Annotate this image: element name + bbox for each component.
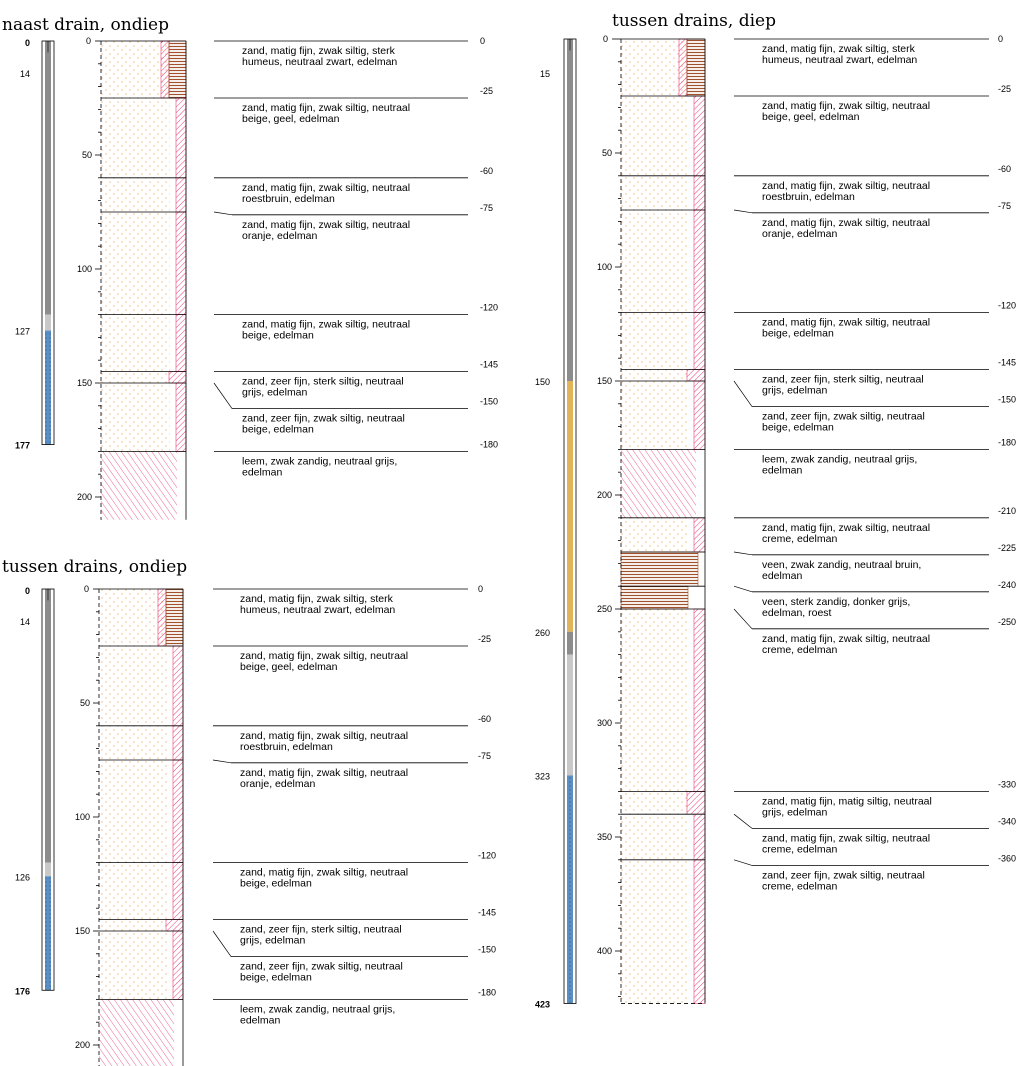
layer-description-line: beige, geel, edelman xyxy=(762,111,860,123)
sand-fill xyxy=(621,313,688,370)
silt-bar xyxy=(694,860,705,1004)
axis-tick-label: 0 xyxy=(602,34,608,44)
depth-label: -180 xyxy=(480,439,499,450)
well-depth-label: 176 xyxy=(14,986,30,997)
well-depth-label: 0 xyxy=(24,586,30,596)
silt-bar xyxy=(173,931,183,999)
borehole-log-1 xyxy=(2,15,498,520)
layer-description-line: beige, edelman xyxy=(242,423,314,436)
well-segment-gold xyxy=(567,381,573,632)
depth-label: -145 xyxy=(998,357,1017,368)
axis-tick-label: 200 xyxy=(596,490,612,500)
depth-label: -60 xyxy=(480,165,494,176)
well-tube xyxy=(535,39,576,1009)
layer-description-line: zand, matig fijn, zwak siltig, sterk xyxy=(762,43,915,55)
depth-label: -330 xyxy=(998,779,1017,790)
leader-line xyxy=(734,814,752,828)
silt-bar xyxy=(176,315,186,372)
layer-description-line: creme, edelman xyxy=(762,843,838,856)
loam-fill xyxy=(99,999,174,1066)
depth-label: -60 xyxy=(998,163,1012,174)
depth-label: -145 xyxy=(480,359,499,370)
silt-bar xyxy=(161,41,169,98)
layer-description-line: beige, edelman xyxy=(242,329,314,342)
layer-descriptions xyxy=(214,36,498,478)
silt-bar xyxy=(694,518,705,552)
well-segment-dark xyxy=(45,589,51,863)
layer-description-line: edelman xyxy=(762,569,803,582)
depth-label: -60 xyxy=(478,713,492,724)
humus-bar xyxy=(166,589,183,646)
silt-bar xyxy=(687,370,705,381)
layer-descriptions xyxy=(734,34,1016,892)
axis-tick-label: 100 xyxy=(596,262,612,272)
silt-bar xyxy=(176,212,186,315)
depth-label: -120 xyxy=(480,302,499,313)
depth-label: 0 xyxy=(480,36,486,46)
well-depth-label: 150 xyxy=(534,377,550,387)
layer-description-line: beige, edelman xyxy=(762,327,834,340)
well-segment-light xyxy=(567,655,573,776)
layer-description-line: zand, matig fijn, zwak siltig, neutraal xyxy=(762,179,931,192)
layer-descriptions xyxy=(213,584,496,1026)
layer-description-line: zand, zeer fijn, zwak siltig, neutraal xyxy=(762,410,925,423)
lithology-column xyxy=(621,39,705,1003)
layer-description-line: grijs, edelman xyxy=(242,386,308,399)
leader-line xyxy=(734,860,752,866)
layer-description-line: grijs, edelman xyxy=(240,934,306,947)
silt-bar xyxy=(173,863,183,920)
layer-description-line: creme, edelman xyxy=(762,643,838,656)
sand-fill xyxy=(621,791,688,814)
depth-label: -150 xyxy=(480,396,499,407)
layer-description-line: leem, zwak zandig, neutraal grijs, xyxy=(242,455,398,468)
sand-fill xyxy=(99,589,167,646)
depth-label: -360 xyxy=(998,853,1017,864)
loam-fill xyxy=(621,449,696,517)
silt-bar xyxy=(176,98,186,178)
depth-label: -250 xyxy=(998,616,1017,627)
silt-bar xyxy=(694,96,705,176)
sand-fill xyxy=(621,518,688,552)
layer-description-line: veen, sterk zandig, donker grijs, xyxy=(762,595,911,608)
layer-description-line: zand, zeer fijn, sterk siltig, neutraal xyxy=(240,923,402,936)
depth-label: -180 xyxy=(998,437,1017,448)
layer-description-line: oranje, edelman xyxy=(242,229,318,242)
axis-tick-label: 150 xyxy=(74,926,90,936)
silt-bar xyxy=(694,814,705,860)
well-segment-dark xyxy=(567,39,573,381)
well-depth-label: 14 xyxy=(19,616,30,627)
depth-label: -145 xyxy=(478,907,497,918)
layer-description-line: grijs, edelman xyxy=(762,384,828,397)
well-depth-label: 0 xyxy=(24,38,30,48)
well-depth-label: 177 xyxy=(14,440,30,451)
well-depth-label: 14 xyxy=(19,68,30,79)
sand-fill xyxy=(621,370,688,381)
layer-description-line: zand, matig fijn, zwak siltig, neutraal xyxy=(242,318,411,331)
well-tube xyxy=(15,38,54,451)
layer-description-line: leem, zwak zandig, neutraal grijs, xyxy=(240,1003,396,1016)
layer-description-line: zand, matig fijn, zwak siltig, neutraal xyxy=(242,102,411,114)
layer-description-line: veen, zwak zandig, neutraal bruin, xyxy=(762,558,922,571)
leader-line xyxy=(214,212,232,215)
layer-description-line: zand, matig fijn, zwak siltig, neutraal xyxy=(242,218,411,231)
peat-fill xyxy=(621,552,698,586)
layer-description-line: grijs, edelman xyxy=(762,806,828,819)
humus-bar xyxy=(687,39,705,96)
depth-label: -120 xyxy=(478,850,497,861)
well-segment-blue xyxy=(567,775,573,1003)
axis-tick-label: 150 xyxy=(596,376,612,386)
layer-description-line: zand, matig fijn, zwak siltig, neutraal xyxy=(240,866,409,879)
depth-label: -210 xyxy=(998,505,1017,516)
layer-description-line: zand, matig fijn, matig siltig, neutraal xyxy=(762,795,932,808)
axis-tick-label: 200 xyxy=(74,1040,90,1050)
well-depth-label: 15 xyxy=(539,69,550,80)
axis-tick-label: 100 xyxy=(74,812,90,822)
silt-bar xyxy=(679,39,687,96)
layer-description-line: beige, edelman xyxy=(240,971,312,984)
silt-bar xyxy=(694,313,705,370)
layer-description-line: humeus, neutraal zwart, edelman xyxy=(240,604,396,616)
layer-description-line: zand, matig fijn, zwak siltig, neutraal xyxy=(240,650,409,662)
sand-fill xyxy=(621,814,688,860)
layer-description-line: beige, edelman xyxy=(240,877,312,890)
well-depth-label: 127 xyxy=(14,326,30,337)
layer-description-line: creme, edelman xyxy=(762,532,838,545)
depth-label: -225 xyxy=(998,542,1017,553)
well-depth-label: 126 xyxy=(14,872,30,883)
lithology-column xyxy=(99,589,183,1066)
silt-bar xyxy=(694,609,705,791)
layer-description-line: zand, matig fijn, zwak siltig, neutraal xyxy=(240,729,409,742)
axis-tick-label: 200 xyxy=(76,492,92,502)
depth-label: -180 xyxy=(478,987,497,998)
axis-tick-label: 250 xyxy=(596,604,612,614)
log-title: tussen drains, ondiep xyxy=(2,557,188,577)
leader-line xyxy=(214,383,232,409)
axis-tick-label: 50 xyxy=(79,698,90,708)
layer-description-line: zand, zeer fijn, zwak siltig, neutraal xyxy=(242,412,405,425)
depth-label: -25 xyxy=(480,86,494,96)
well-segment-blue xyxy=(45,876,51,990)
sand-fill xyxy=(621,381,688,449)
depth-label: -75 xyxy=(998,200,1012,211)
layer-description-line: oranje, edelman xyxy=(240,777,316,790)
layer-description-line: oranje, edelman xyxy=(762,227,838,240)
sand-fill xyxy=(99,760,167,863)
layer-description-line: roestbruin, edelman xyxy=(762,190,855,203)
well-segment-light xyxy=(45,315,51,331)
sand-fill xyxy=(99,646,167,726)
sand-fill xyxy=(99,920,167,931)
sand-fill xyxy=(99,931,167,999)
leader-line xyxy=(734,381,752,407)
axis-tick-label: 150 xyxy=(76,378,92,388)
layer-description-line: edelman xyxy=(240,1014,281,1027)
axis-tick-label: 100 xyxy=(76,264,92,274)
silt-bar xyxy=(694,176,705,210)
loam-fill xyxy=(101,451,177,519)
silt-bar xyxy=(173,726,183,760)
well-depth-label: 260 xyxy=(534,627,550,638)
depth-label: -240 xyxy=(998,579,1017,590)
log-title: naast drain, ondiep xyxy=(2,15,169,35)
layer-description-line: creme, edelman xyxy=(762,880,838,893)
silt-bar xyxy=(176,383,186,451)
silt-bar xyxy=(694,210,705,313)
layer-description-line: roestbruin, edelman xyxy=(242,192,335,205)
axis-tick-label: 50 xyxy=(601,148,612,158)
layer-description-line: edelman xyxy=(242,466,283,479)
silt-bar xyxy=(166,920,183,931)
depth-label: -25 xyxy=(998,84,1012,94)
humus-bar xyxy=(169,41,186,98)
sand-fill xyxy=(99,726,167,760)
sand-fill xyxy=(101,98,170,178)
layer-description-line: zand, matig fijn, zwak siltig, neutraal xyxy=(240,766,409,779)
well-segment-light xyxy=(45,863,51,877)
layer-description-line: humeus, neutraal zwart, edelman xyxy=(242,56,398,68)
silt-bar xyxy=(176,178,186,212)
layer-description-line: zand, matig fijn, zwak siltig, neutraal xyxy=(762,632,931,645)
sand-fill xyxy=(621,609,688,791)
well-segment-dark xyxy=(45,41,51,315)
layer-description-line: edelman xyxy=(762,464,803,477)
layer-description-line: zand, matig fijn, zwak siltig, sterk xyxy=(242,45,395,57)
layer-description-line: beige, geel, edelman xyxy=(240,661,338,673)
layer-description-line: zand, matig fijn, zwak siltig, neutraal xyxy=(762,100,931,112)
lithology-column xyxy=(101,41,186,520)
sand-fill xyxy=(621,176,688,210)
silt-bar xyxy=(169,372,186,383)
layer-description-line: zand, zeer fijn, zwak siltig, neutraal xyxy=(762,869,925,882)
log-title: tussen drains, diep xyxy=(612,11,776,31)
sand-fill xyxy=(101,372,170,383)
well-depth-label: 423 xyxy=(534,999,550,1010)
depth-label: 0 xyxy=(478,584,484,594)
silt-bar xyxy=(687,791,705,814)
sand-fill xyxy=(621,860,688,1004)
depth-label: -150 xyxy=(998,394,1017,405)
layer-description-line: beige, edelman xyxy=(762,421,834,434)
axis-tick-label: 350 xyxy=(596,832,612,842)
leader-line xyxy=(213,760,231,763)
depth-label: -75 xyxy=(480,202,494,213)
layer-description-line: roestbruin, edelman xyxy=(240,740,333,753)
silt-bar xyxy=(173,646,183,726)
axis-tick-label: 300 xyxy=(596,718,612,728)
sand-fill xyxy=(99,863,167,920)
sand-fill xyxy=(621,210,688,313)
sand-fill xyxy=(101,212,170,315)
leader-line xyxy=(734,609,752,629)
layer-description-line: zand, matig fijn, zwak siltig, neutraal xyxy=(242,181,411,194)
leader-line xyxy=(734,552,752,555)
sand-fill xyxy=(621,96,688,176)
depth-label: -75 xyxy=(478,750,492,761)
peat-sandy-fill xyxy=(621,586,688,609)
silt-bar xyxy=(158,589,166,646)
axis-tick-label: 0 xyxy=(83,584,89,594)
well-segment-blue xyxy=(45,331,51,445)
depth-axis xyxy=(75,584,99,1050)
borehole-log-3 xyxy=(535,11,1016,1009)
silt-bar xyxy=(173,760,183,863)
well-depth-label: 323 xyxy=(534,771,550,782)
layer-description-line: zand, matig fijn, zwak siltig, neutraal xyxy=(762,521,931,534)
layer-description-line: leem, zwak zandig, neutraal grijs, xyxy=(762,453,918,466)
depth-label: -25 xyxy=(478,634,492,644)
sand-fill xyxy=(101,41,170,98)
axis-tick-label: 0 xyxy=(85,36,91,46)
borehole-log-2 xyxy=(2,557,496,1066)
layer-description-line: zand, zeer fijn, sterk siltig, neutraal xyxy=(242,375,404,388)
sand-fill xyxy=(101,178,170,212)
depth-label: -340 xyxy=(998,816,1017,827)
layer-description-line: zand, zeer fijn, sterk siltig, neutraal xyxy=(762,373,924,386)
layer-description-line: edelman, roest xyxy=(762,606,832,619)
well-segment-dark xyxy=(567,632,573,655)
layer-description-line: zand, matig fijn, zwak siltig, neutraal xyxy=(762,316,931,329)
sand-fill xyxy=(101,315,170,372)
layer-description-line: zand, zeer fijn, zwak siltig, neutraal xyxy=(240,960,403,973)
depth-axis xyxy=(77,36,101,502)
axis-tick-label: 400 xyxy=(596,946,612,956)
depth-label: 0 xyxy=(998,34,1004,44)
well-tube xyxy=(15,586,54,996)
layer-description-line: zand, matig fijn, zwak siltig, sterk xyxy=(240,593,393,605)
sand-fill xyxy=(101,383,170,451)
leader-line xyxy=(734,586,752,592)
layer-description-line: zand, matig fijn, zwak siltig, neutraal xyxy=(762,216,931,229)
layer-description-line: zand, matig fijn, zwak siltig, neutraal xyxy=(762,832,931,845)
layer-description-line: humeus, neutraal zwart, edelman xyxy=(762,54,918,66)
leader-line xyxy=(734,210,752,213)
silt-bar xyxy=(694,381,705,449)
layer-description-line: beige, geel, edelman xyxy=(242,113,340,125)
axis-tick-label: 50 xyxy=(81,150,92,160)
leader-line xyxy=(213,931,231,957)
depth-label: -150 xyxy=(478,944,497,955)
depth-axis xyxy=(597,34,621,997)
depth-label: -120 xyxy=(998,300,1017,311)
sand-fill xyxy=(621,39,688,96)
